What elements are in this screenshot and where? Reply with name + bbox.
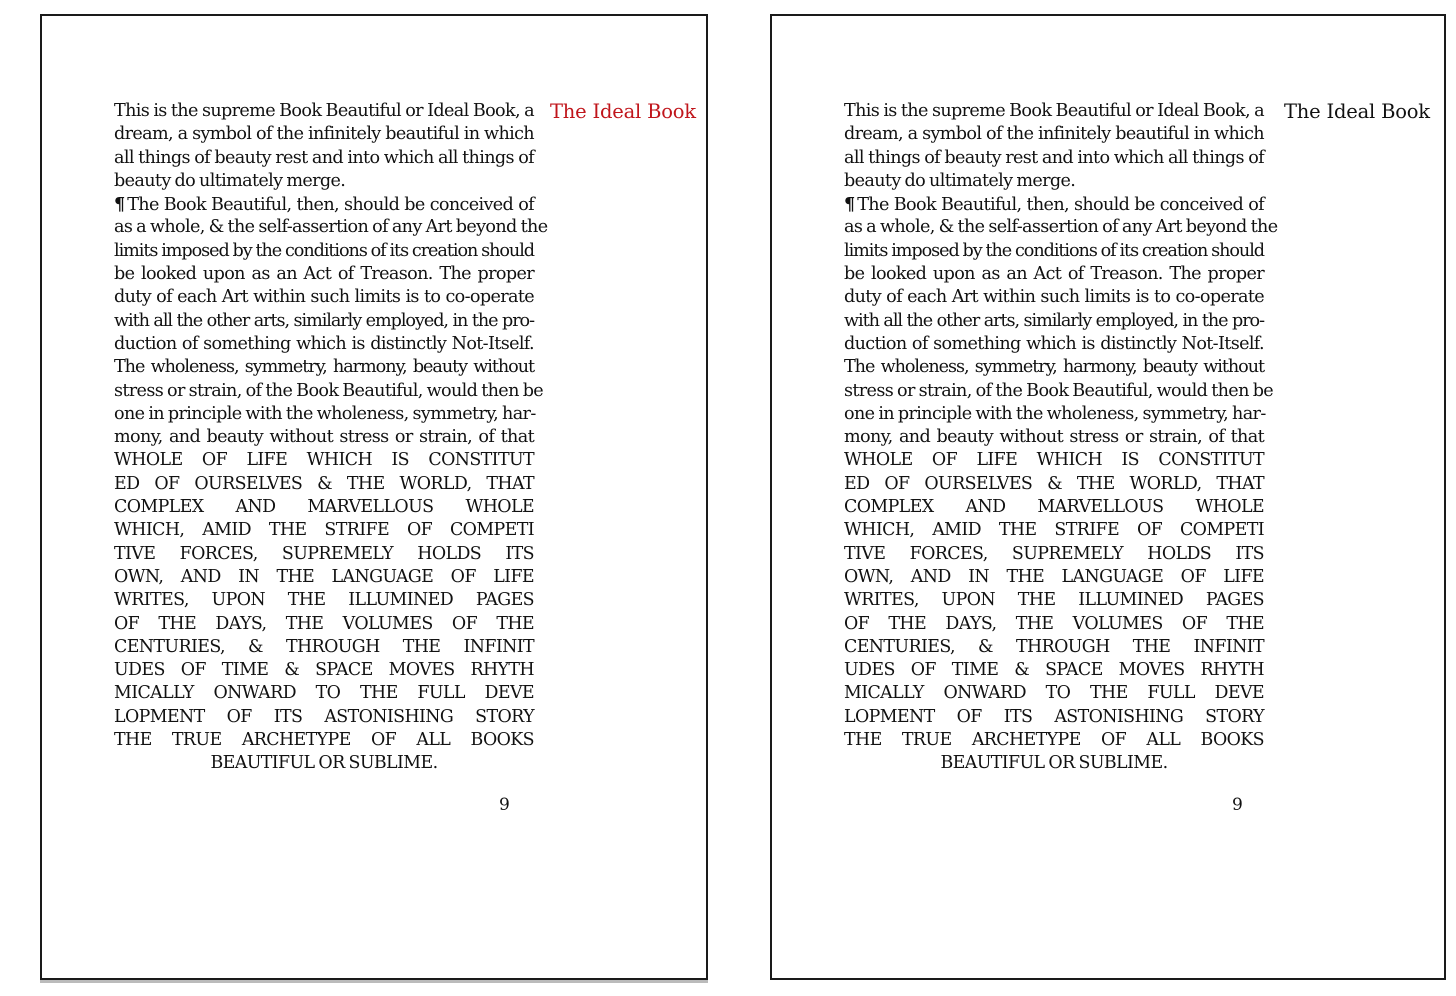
text-span: The Book Beautiful, then, should be conceived of [127, 195, 534, 216]
text-line: one in principle with the wholeness, symmetry, har- [114, 403, 536, 424]
text-line: limits imposed by the conditions of its creation should [844, 240, 1264, 261]
page-left [40, 14, 708, 980]
text-line: with all the other arts, similarly employed, in the pro- [114, 310, 534, 331]
text-line: This is the supreme Book Beautiful or Ideal Book, a [114, 101, 534, 121]
caps-line: MICALLY ONWARD TO THE FULL DEVE [844, 683, 1264, 704]
caps-line-final: BEAUTIFUL OR SUBLIME. [940, 753, 1168, 774]
caps-line: COMPLEX AND MARVELLOUS WHOLE [844, 497, 1264, 518]
page-number: 9 [1232, 795, 1243, 815]
text-line: as a whole, & the self-assertion of any Art beyond the [114, 217, 548, 238]
text-line: one in principle with the wholeness, symmetry, har- [844, 403, 1266, 424]
caps-line: WHICH, AMID THE STRIFE OF COMPETI [844, 520, 1264, 541]
text-span: The Book Beautiful, then, should be conceived of [857, 195, 1264, 216]
text-line: beauty do ultimately merge. [114, 170, 346, 191]
caps-line: LOPMENT OF ITS ASTONISHING STORY [114, 706, 534, 727]
text-line: stress or strain, of the Book Beautiful, would then be [844, 380, 1274, 401]
text-line: mony, and beauty without stress or strain, of that [114, 427, 534, 448]
text-line: dream, a symbol of the infinitely beautiful in which [114, 124, 534, 145]
caps-line: TIVE FORCES, SUPREMELY HOLDS ITS [844, 543, 1264, 564]
caps-line: WRITES, UPON THE ILLUMINED PAGES [844, 590, 1264, 611]
margin-note-title: The Ideal Book [550, 100, 696, 123]
text-line: This is the supreme Book Beautiful or Ideal Book, a [844, 101, 1264, 121]
pilcrow-mark: ¶ [844, 194, 856, 216]
page-right [770, 14, 1446, 980]
caps-line: OWN, AND IN THE LANGUAGE OF LIFE [844, 566, 1264, 587]
caps-line: UDES OF TIME & SPACE MOVES RHYTH [114, 660, 534, 681]
caps-line: CENTURIES, & THROUGH THE INFINIT [844, 636, 1264, 657]
caps-line: WRITES, UPON THE ILLUMINED PAGES [114, 590, 534, 611]
caps-line: TIVE FORCES, SUPREMELY HOLDS ITS [114, 543, 534, 564]
text-line: all things of beauty rest and into which all things of [114, 147, 534, 168]
caps-line: ED OF OURSELVES & THE WORLD, THAT [844, 473, 1264, 494]
text-line: duty of each Art within such limits is to co-operate [114, 287, 534, 308]
text-line: all things of beauty rest and into which all things of [844, 147, 1264, 168]
text-line: be looked upon as an Act of Treason. The proper [844, 264, 1264, 285]
text-line: dream, a symbol of the infinitely beautiful in which [844, 124, 1264, 145]
body-text [844, 100, 1278, 776]
text-line: beauty do ultimately merge. [844, 170, 1076, 191]
caps-line: LOPMENT OF ITS ASTONISHING STORY [844, 706, 1264, 727]
text-line: be looked upon as an Act of Treason. The proper [114, 264, 534, 285]
text-line: duction of something which is distinctly Not-Itself. [844, 333, 1264, 354]
caps-line: COMPLEX AND MARVELLOUS WHOLE [114, 497, 534, 518]
caps-line: THE TRUE ARCHETYPE OF ALL BOOKS [114, 730, 534, 751]
caps-line: WHICH, AMID THE STRIFE OF COMPETI [114, 520, 534, 541]
text-line [114, 193, 534, 216]
text-line: The wholeness, symmetry, harmony, beauty without [844, 357, 1264, 378]
text-line: with all the other arts, similarly employed, in the pro- [844, 310, 1264, 331]
caps-line-final: BEAUTIFUL OR SUBLIME. [210, 753, 438, 774]
caps-line: THE TRUE ARCHETYPE OF ALL BOOKS [844, 730, 1264, 751]
text-line: as a whole, & the self-assertion of any Art beyond the [844, 217, 1278, 238]
caps-line: OWN, AND IN THE LANGUAGE OF LIFE [114, 566, 534, 587]
margin-note-title: The Ideal Book [1284, 100, 1430, 123]
text-line: limits imposed by the conditions of its creation should [114, 240, 534, 261]
text-line: The wholeness, symmetry, harmony, beauty without [114, 357, 534, 378]
text-line: duction of something which is distinctly Not-Itself. [114, 333, 534, 354]
caps-line: WHOLE OF LIFE WHICH IS CONSTITUT [114, 450, 534, 471]
caps-line: MICALLY ONWARD TO THE FULL DEVE [114, 683, 534, 704]
caps-line: UDES OF TIME & SPACE MOVES RHYTH [844, 660, 1264, 681]
caps-line: CENTURIES, & THROUGH THE INFINIT [114, 636, 534, 657]
caps-line: ED OF OURSELVES & THE WORLD, THAT [114, 473, 534, 494]
text-line: duty of each Art within such limits is to co-operate [844, 287, 1264, 308]
page-number: 9 [499, 795, 510, 815]
caps-line: WHOLE OF LIFE WHICH IS CONSTITUT [844, 450, 1264, 471]
pilcrow-mark: ¶ [114, 194, 126, 216]
body-text [114, 100, 548, 776]
text-line [844, 193, 1264, 216]
caps-line: OF THE DAYS, THE VOLUMES OF THE [844, 613, 1264, 634]
text-line: stress or strain, of the Book Beautiful, would then be [114, 380, 544, 401]
text-line: mony, and beauty without stress or strain, of that [844, 427, 1264, 448]
caps-line: OF THE DAYS, THE VOLUMES OF THE [114, 613, 534, 634]
